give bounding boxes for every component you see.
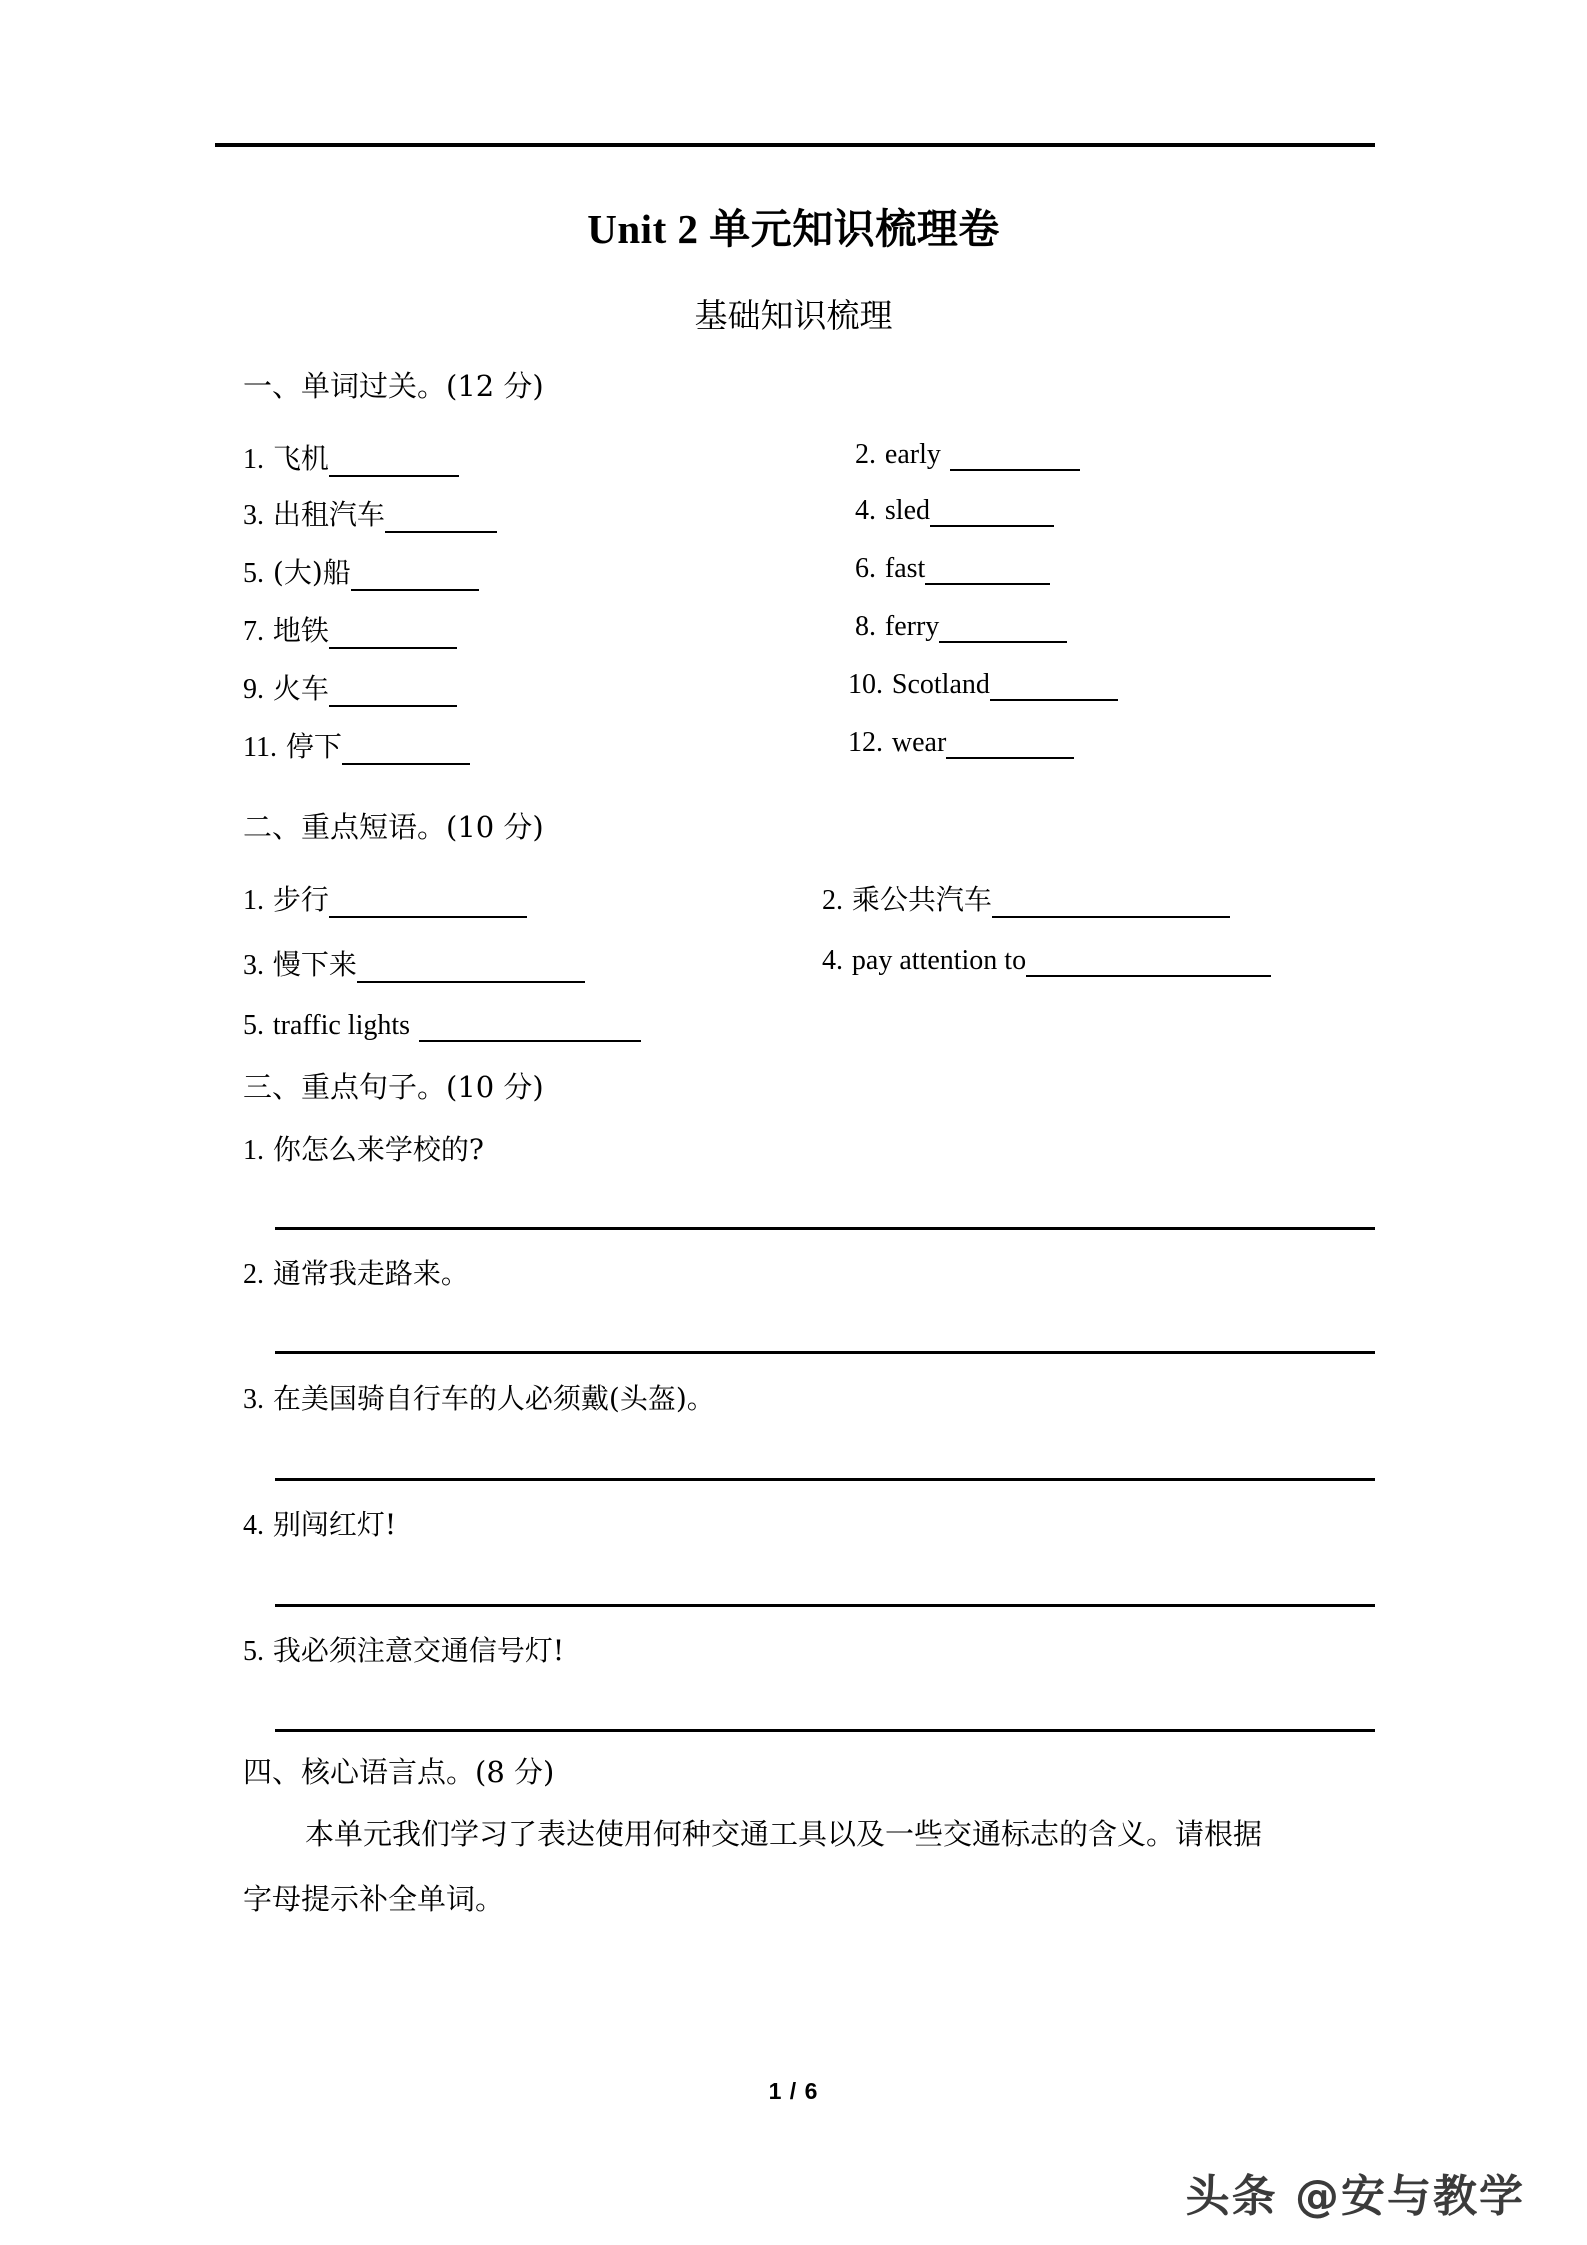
vocab-item-7 [243, 609, 457, 649]
vocab-item-12-blank[interactable] [946, 727, 1074, 759]
page-title: Unit 2 单元知识梳理卷 [587, 206, 1000, 252]
vocab-item-7-blank[interactable] [329, 617, 457, 649]
sentence-item-2 [243, 1252, 469, 1292]
vocab-item-2-number: 2. [855, 439, 876, 470]
vocab-item-3-number: 3. [243, 500, 264, 531]
phrase-item-3 [243, 943, 585, 983]
phrase-item-3-number: 3. [243, 950, 264, 981]
vocab-item-11-prompt: 停下 [285, 730, 342, 763]
vocab-item-8-prompt: ferry [884, 611, 940, 642]
vocab-item-5 [243, 551, 479, 591]
sentence-item-1-answer-line[interactable] [275, 1227, 1375, 1230]
vocab-item-11 [243, 725, 470, 765]
vocab-item-12-prompt: wear [891, 727, 947, 758]
vocab-item-9-blank[interactable] [329, 675, 457, 707]
vocab-item-4-prompt: sled [884, 495, 931, 526]
vocab-item-12 [848, 725, 1074, 759]
vocab-item-5-blank[interactable] [351, 559, 479, 591]
vocab-item-1-blank[interactable] [329, 445, 459, 477]
sentence-item-2-prompt: 通常我走路来。 [272, 1257, 469, 1290]
vocab-item-10-number: 10. [848, 669, 883, 700]
phrase-item-4-prompt: pay attention to [851, 945, 1027, 976]
phrase-item-1-number: 1. [243, 885, 264, 916]
vocab-item-12-number: 12. [848, 727, 883, 758]
vocab-item-4-number: 4. [855, 495, 876, 526]
vocab-item-11-number: 11. [243, 732, 277, 763]
page-number: 1 / 6 [768, 2078, 819, 2104]
phrase-item-1-prompt: 步行 [272, 883, 329, 916]
phrase-item-2-prompt: 乘公共汽车 [851, 883, 992, 916]
vocab-item-9 [243, 667, 457, 707]
key-language-paragraph-line-2: 字母提示补全单词。 [243, 1882, 505, 1916]
vocab-item-2-blank[interactable] [950, 439, 1080, 471]
phrase-item-2 [822, 878, 1230, 918]
sentence-item-1-prompt: 你怎么来学校的? [272, 1133, 484, 1166]
section-heading-key-language: 四、核心语言点。(8 分) [243, 1755, 555, 1789]
sentence-item-3-answer-line[interactable] [275, 1478, 1375, 1481]
vocab-item-4 [855, 493, 1054, 527]
phrase-item-4-blank[interactable] [1026, 945, 1271, 977]
vocab-item-1-prompt: 飞机 [272, 442, 329, 475]
sentence-item-5 [243, 1629, 564, 1669]
sentence-item-3 [243, 1377, 715, 1417]
phrase-item-2-blank[interactable] [992, 886, 1230, 918]
vocab-item-7-number: 7. [243, 616, 264, 647]
vocab-item-8-blank[interactable] [939, 611, 1067, 643]
vocab-item-8-number: 8. [855, 611, 876, 642]
sentence-item-4 [243, 1503, 396, 1543]
vocab-item-9-number: 9. [243, 674, 264, 705]
sentence-item-5-answer-line[interactable] [275, 1729, 1375, 1732]
watermark: 头条 @安与教学 [1185, 2171, 1525, 2222]
vocab-item-2 [855, 437, 1080, 471]
sentence-item-2-answer-line[interactable] [275, 1351, 1375, 1354]
sentence-item-3-prompt: 在美国骑自行车的人必须戴(头盔)。 [272, 1382, 715, 1415]
sentence-item-5-prompt: 我必须注意交通信号灯! [272, 1634, 565, 1667]
phrase-item-4 [822, 943, 1271, 977]
vocab-item-5-prompt: (大)船 [272, 556, 351, 589]
vocab-item-7-prompt: 地铁 [272, 614, 329, 647]
phrase-item-5-prompt: traffic lights [272, 1010, 411, 1041]
vocab-item-8 [855, 609, 1067, 643]
sentence-item-4-number: 4. [243, 1510, 264, 1541]
vocab-item-5-number: 5. [243, 558, 264, 589]
phrase-item-3-prompt: 慢下来 [272, 948, 357, 981]
sentence-item-4-prompt: 别闯红灯! [272, 1508, 397, 1541]
section-heading-sentences: 三、重点句子。(10 分) [243, 1070, 544, 1104]
vocab-item-1-number: 1. [243, 444, 264, 475]
vocab-item-4-blank[interactable] [930, 495, 1054, 527]
vocab-item-10-blank[interactable] [990, 669, 1118, 701]
phrase-item-5 [243, 1008, 641, 1042]
vocab-item-10 [848, 667, 1118, 701]
vocab-item-11-blank[interactable] [342, 733, 470, 765]
phrase-item-1 [243, 878, 527, 918]
vocab-item-2-prompt: early [884, 439, 941, 470]
vocab-item-10-prompt: Scotland [891, 669, 990, 700]
vocab-item-3-blank[interactable] [385, 501, 497, 533]
phrase-item-5-blank[interactable] [419, 1010, 641, 1042]
vocab-item-6 [855, 551, 1050, 585]
vocab-item-3-prompt: 出租汽车 [272, 498, 385, 531]
vocab-item-9-prompt: 火车 [272, 672, 329, 705]
page-subtitle: 基础知识梳理 [694, 296, 893, 335]
vocab-item-6-blank[interactable] [925, 553, 1050, 585]
phrase-item-3-blank[interactable] [357, 951, 585, 983]
phrase-item-2-number: 2. [822, 885, 843, 916]
sentence-item-2-number: 2. [243, 1259, 264, 1290]
sentence-item-4-answer-line[interactable] [275, 1604, 1375, 1607]
vocab-item-1 [243, 437, 459, 477]
vocab-item-6-prompt: fast [884, 553, 926, 584]
vocab-item-6-number: 6. [855, 553, 876, 584]
sentence-item-3-number: 3. [243, 1384, 264, 1415]
sentence-item-1-number: 1. [243, 1135, 264, 1166]
sentence-item-1 [243, 1128, 484, 1168]
phrase-item-5-number: 5. [243, 1010, 264, 1041]
vocab-item-3 [243, 493, 497, 533]
header-divider [215, 143, 1375, 147]
section-heading-phrases: 二、重点短语。(10 分) [243, 810, 544, 844]
section-heading-vocabulary: 一、单词过关。(12 分) [243, 369, 544, 403]
key-language-paragraph-line-1: 本单元我们学习了表达使用何种交通工具以及一些交通标志的含义。请根据 [305, 1817, 1263, 1851]
phrase-item-4-number: 4. [822, 945, 843, 976]
phrase-item-1-blank[interactable] [329, 886, 527, 918]
sentence-item-5-number: 5. [243, 1636, 264, 1667]
